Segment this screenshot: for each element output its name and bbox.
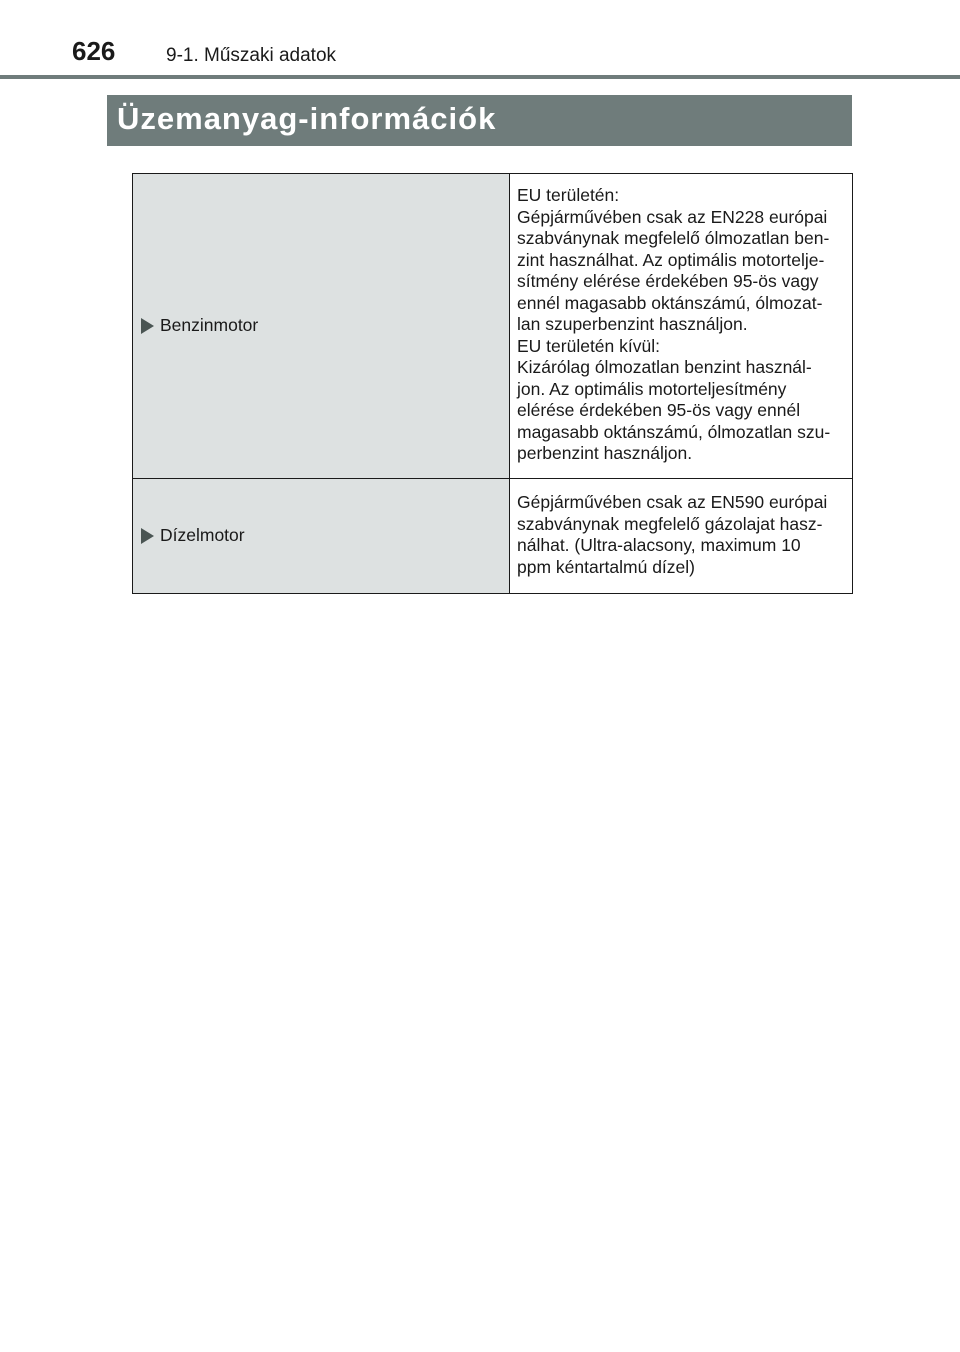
description-line: szabványnak megfelelő gázolajat hasz-	[517, 513, 823, 534]
description-line: szabványnak megfelelő ólmozatlan ben-	[517, 228, 830, 249]
description-line: perbenzint használjon.	[517, 443, 693, 464]
row-label-cell	[133, 174, 510, 479]
chapter-title: 9-1. Műszaki adatok	[166, 45, 337, 66]
description-line: magasabb oktánszámú, ólmozatlan szu-	[517, 421, 831, 442]
section-banner	[107, 95, 852, 146]
section-title: Üzemanyag-információk	[117, 101, 497, 136]
row-description-cell	[510, 174, 853, 479]
description-line: Gépjárművében csak az EN228 európai	[517, 206, 828, 227]
description-line: zint használhat. Az optimális motortelje-	[517, 249, 825, 270]
description-line: nálhat. (Ultra-alacsony, maximum 10	[517, 535, 801, 555]
description-line: EU területén kívül:	[517, 335, 660, 356]
description-line: EU területén:	[517, 185, 620, 206]
row-label: Dízelmotor	[160, 525, 245, 546]
row-label: Benzinmotor	[160, 315, 259, 336]
row-description-cell	[510, 479, 853, 594]
description-line: jon. Az optimális motorteljesítmény	[517, 378, 787, 399]
fuel-info-table	[132, 173, 853, 594]
header-rule	[0, 75, 960, 79]
page-number: 626	[72, 36, 116, 66]
description-line: elérése érdekében 95-ös vagy ennél	[517, 400, 801, 421]
triangle-right-icon	[141, 528, 154, 544]
description-line: Kizárólag ólmozatlan benzint használ-	[517, 357, 812, 378]
description-line: ennél magasabb oktánszámú, ólmozat-	[517, 292, 823, 313]
table-row	[133, 479, 853, 594]
description-line: ppm kéntartalmú dízel)	[517, 556, 695, 577]
triangle-right-icon	[141, 318, 154, 334]
description-line: Gépjárművében csak az EN590 európai	[517, 492, 828, 512]
description-line: lan szuperbenzint használjon.	[517, 314, 748, 335]
table-row	[133, 174, 853, 479]
page-header	[0, 0, 960, 80]
row-label-cell	[133, 479, 510, 594]
description-line: sítmény elérése érdekében 95-ös vagy	[517, 271, 819, 292]
